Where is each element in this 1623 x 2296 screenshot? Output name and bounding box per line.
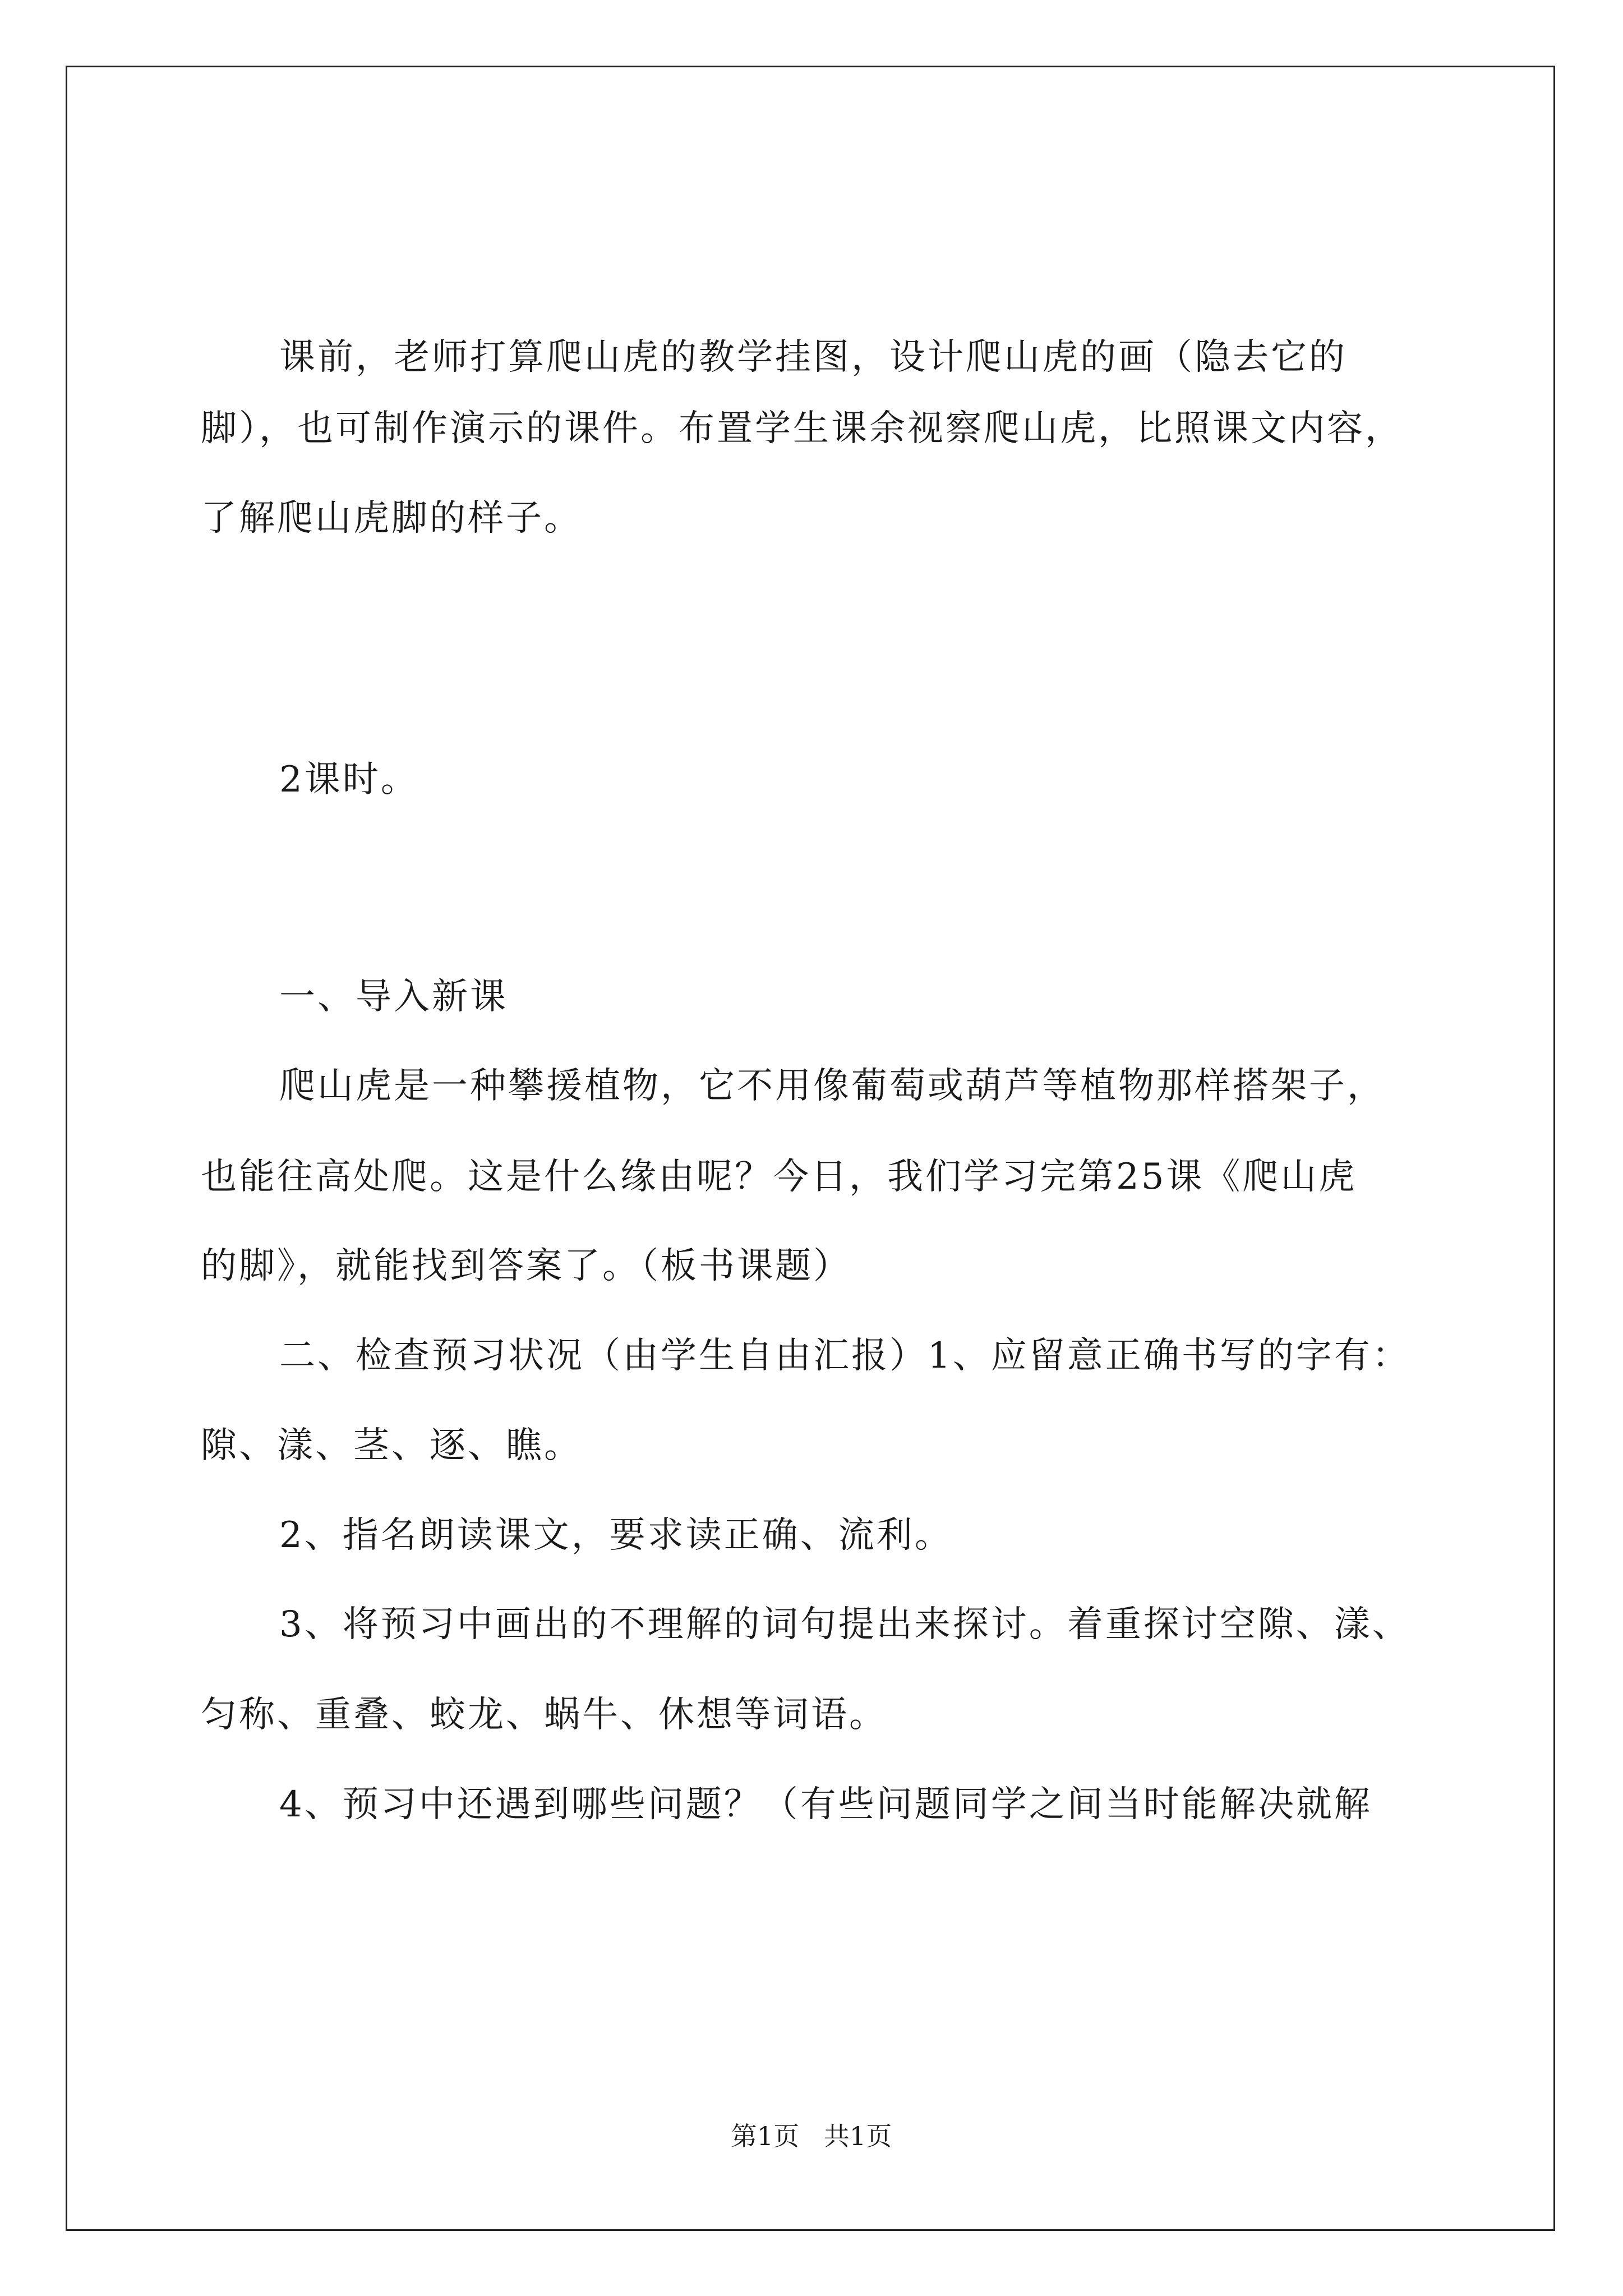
item-two: 2、指名朗读课文，要求读正确、流利。 — [279, 1515, 953, 1556]
intro-paragraph-line-1: 课前，老师打算爬山虎的教学挂图，设计爬山虎的画（隐去它的 — [279, 337, 1347, 378]
section-one-heading: 一、导入新课 — [279, 976, 508, 1018]
class-hours: 2课时。 — [279, 759, 419, 800]
lesson-intro-line-1: 爬山虎是一种攀援植物，它不用像葡萄或葫芦等植物那样搭架子， — [279, 1065, 1385, 1107]
section-two-line-1: 二、检查预习状况（由学生自由汇报）1、应留意正确书写的字有： — [279, 1335, 1410, 1377]
intro-paragraph-line-3: 了解爬山虎脚的样子。 — [201, 498, 582, 539]
section-two-line-2: 隙、漾、茎、逐、瞧。 — [201, 1425, 582, 1466]
intro-paragraph-line-2: 脚），也可制作演示的课件。布置学生课余视察爬山虎，比照课文内容， — [201, 408, 1403, 449]
item-three-line-1: 3、将预习中画出的不理解的词句提出来探讨。着重探讨空隙、漾、 — [279, 1604, 1410, 1645]
page-footer: 第1页 共1页 — [731, 2121, 892, 2151]
page-border — [66, 66, 1555, 2231]
lesson-intro-line-3: 的脚》，就能找到答案了。（板书课题） — [201, 1245, 851, 1287]
lesson-intro-line-2: 也能往高处爬。这是什么缘由呢？今日，我们学习完第25课《爬山虎 — [201, 1156, 1357, 1198]
item-three-line-2: 匀称、重叠、蛟龙、蜗牛、休想等词语。 — [201, 1694, 887, 1736]
item-four-line-1: 4、预习中还遇到哪些问题？（有些问题同学之间当时能解决就解 — [279, 1784, 1372, 1825]
